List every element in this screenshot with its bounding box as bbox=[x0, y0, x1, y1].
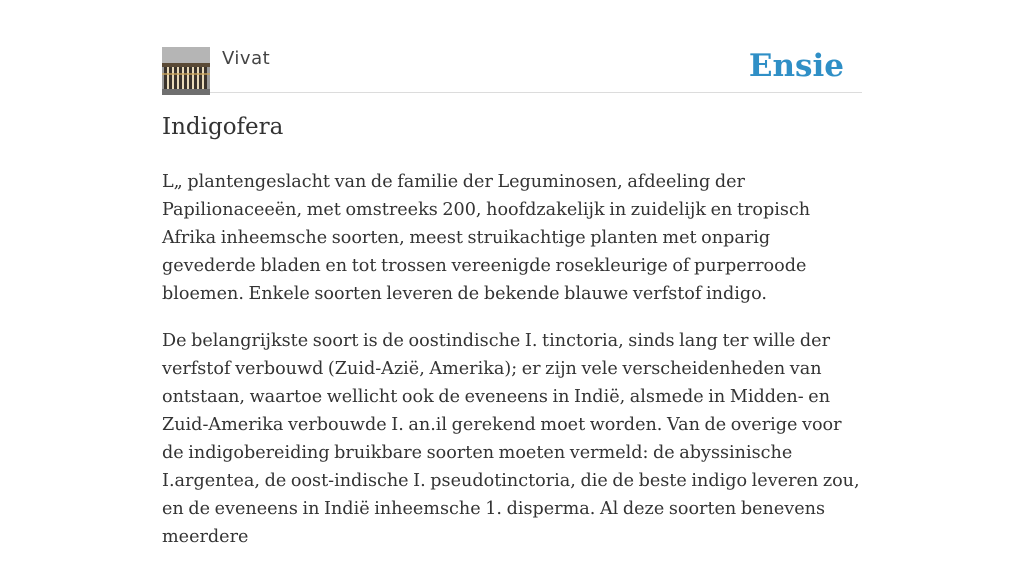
article-page bbox=[162, 0, 862, 547]
source-name[interactable]: Vivat bbox=[222, 48, 271, 69]
avatar[interactable] bbox=[162, 47, 210, 95]
paragraph: De belangrijkste soort is de oostindische I. tinctoria, sinds lang ter wille der verfstof verbouwd (Zuid-Azië, Amerika); er zijn vele verscheidenheden van ontstaan, waartoe wellicht ook de eveneens in Indië, alsmede in Midden- en Zuid-Amerika verbouwde I. an.il gerekend moet worden. Van de overige voor de indigobereiding bruikbare soorten moeten vermeld: de abyssinische I.argentea, de oost-indische I. pseudotinctoria, die de beste indigo leveren zou, en de eveneens in Indië inheemsche 1. disperma. Al deze soorten benevens meerdere bbox=[162, 331, 860, 547]
page-title: Indigofera bbox=[162, 114, 284, 140]
article-body bbox=[162, 168, 862, 570]
paragraph: L„ plantengeslacht van de familie der Leguminosen, afdeeling der Papilionaceeën, met omstreeks 200, hoofdzakelijk in zuidelijk en tropisch Afrika inheemsche soorten, meest struikachtige planten met onparig gevederde bladen en tot trossen vereenigde rosekleurige of purperroode bloemen. Enkele soorten leveren de bekende blauwe verfstof indigo. bbox=[162, 172, 811, 304]
brand-logo[interactable]: Ensie bbox=[748, 48, 844, 84]
book-spines-icon bbox=[162, 47, 210, 95]
header bbox=[162, 46, 862, 93]
